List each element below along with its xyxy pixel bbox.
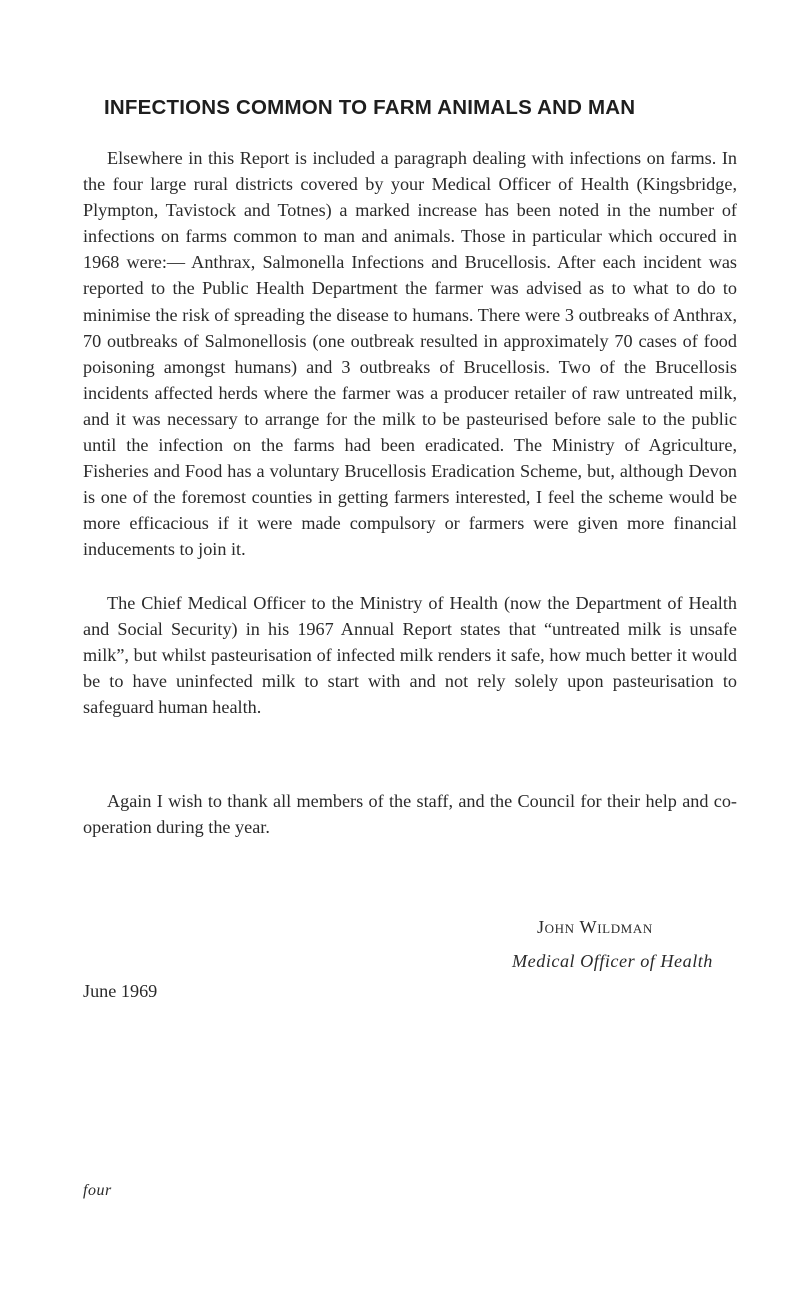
signatory-title: Medical Officer of Health [512, 951, 713, 971]
paragraph-untreated-milk: The Chief Medical Officer to the Ministry of Health (now the Department of Health and Social Security) in his 1967 Annual Report states that “untreated milk is unsafe milk”, but whilst pasteurisation of infected milk renders it safe, how much better it would be to have uninfected milk to start with and not rely solely upon pasteurisation to safeguard human health. [83, 593, 737, 718]
report-date: June 1969 [83, 981, 158, 1001]
page-number: four [83, 1182, 112, 1199]
signatory-name: John Wildman [537, 917, 653, 937]
section-heading: INFECTIONS COMMON TO FARM ANIMALS AND MAN [104, 96, 636, 119]
paragraph-thanks: Again I wish to thank all members of the staff, and the Council for their help and co-operation during the year. [83, 791, 737, 838]
paragraph-infections: Elsewhere in this Report is included a paragraph dealing with infections on farms. In the four large rural districts covered by your Medical Officer of Health (Kingsbridge, Plympton, Tavistock and Totnes) a marked increase has been noted in the number of infections on farms common to man and animals. Those in particular which occured in 1968 were:— Anthrax, Salmonella Infections and Brucellosis. After each incident was reported to the Public Health Department the farmer was advised as to what to do to minimise the risk of spreading the disease to humans. There were 3 outbreaks of Anthrax, 70 outbreaks of Salmonellosis (one outbreak resulted in approximately 70 cases of food poisoning amongst humans) and 3 outbreaks of Brucellosis. Two of the Brucellosis incidents affected herds where the farmer was a producer retailer of raw untreated milk, and it was necessary to arrange for the milk to be pasteurised before sale to the public until the infection on the farms had been eradicated. The Ministry of Agriculture, Fisheries and Food has a voluntary Brucellosis Eradication Scheme, but, although Devon is one of the foremost counties in getting farmers interested, I feel the scheme would be more efficacious if it were made compulsory or farmers were given more financial inducements to join it. [83, 148, 737, 560]
